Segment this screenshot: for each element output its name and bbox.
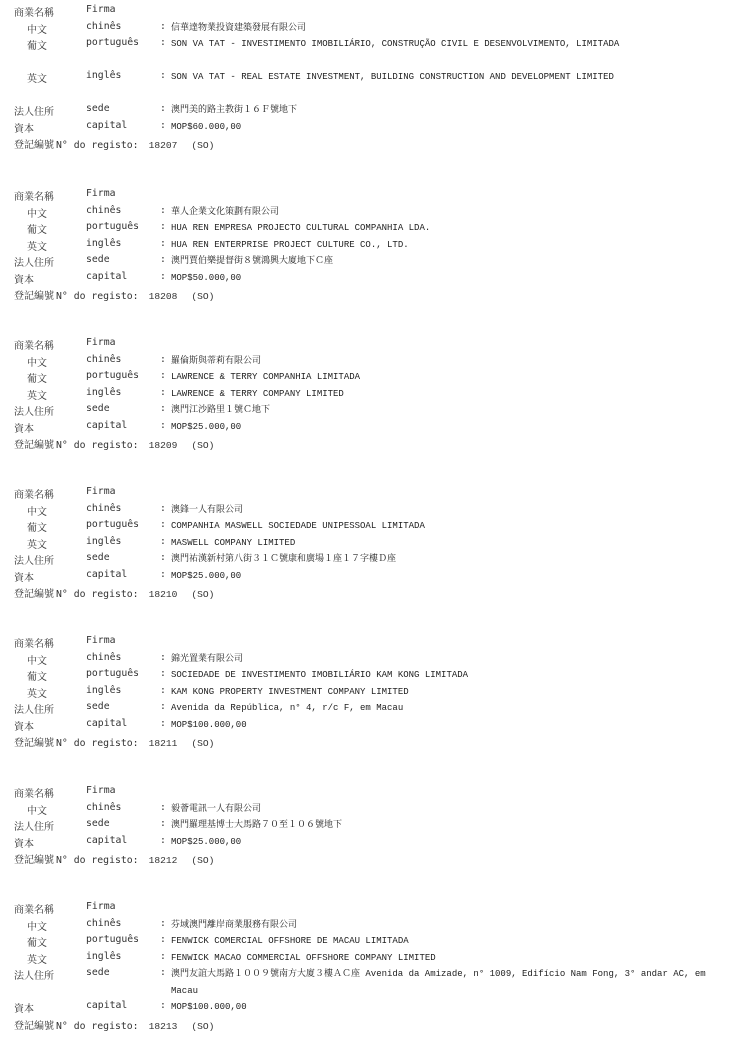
colon: : bbox=[160, 370, 166, 381]
sede-row bbox=[0, 253, 733, 270]
label-zh: 登記編號 bbox=[14, 855, 54, 866]
chinese-name-row bbox=[0, 20, 733, 37]
label-pt: português bbox=[86, 37, 140, 48]
label-pt: inglês bbox=[86, 535, 122, 547]
firma-row bbox=[0, 784, 733, 801]
label-zh: 登記編號 bbox=[14, 440, 54, 451]
sede-value: Avenida da República, n° 4, r/c F, em Macau bbox=[171, 703, 404, 713]
label-pt: capital bbox=[86, 270, 128, 282]
label-zh: 中文 bbox=[27, 655, 47, 667]
registo-line bbox=[14, 287, 214, 302]
label-pt: inglês bbox=[86, 70, 122, 81]
registo-number: 18211 bbox=[148, 738, 178, 749]
label-zh: 葡文 bbox=[27, 672, 47, 683]
label-zh: 中文 bbox=[27, 506, 47, 518]
sede-row bbox=[0, 551, 733, 568]
registo-type: (SO) bbox=[191, 440, 215, 451]
label-pt: Firma bbox=[86, 901, 116, 912]
capital-value: MOP$100.000,00 bbox=[171, 719, 247, 730]
registo-number: 18207 bbox=[148, 140, 178, 151]
registo-type: (SO) bbox=[191, 1020, 215, 1032]
label-pt: N° do registo: bbox=[56, 589, 139, 600]
label-pt: português bbox=[86, 934, 140, 945]
chinese-value: 毅薈電訊一人有限公司 bbox=[171, 803, 262, 814]
registo-row bbox=[0, 850, 733, 867]
label-pt: inglês bbox=[86, 237, 122, 249]
label-pt: Firma bbox=[86, 635, 116, 646]
portuguese-name-row bbox=[0, 220, 733, 237]
label-pt: sede bbox=[86, 552, 110, 563]
sede-value: 澳門祐漢新村第八街３１Ｃ號康和廣場１座１７字樓Ｄ座 bbox=[171, 554, 397, 564]
label-pt: inglês bbox=[86, 684, 122, 696]
portuguese-name-row bbox=[0, 933, 733, 950]
sede-value: 澳門賈伯樂提督街８號鴻興大廈地下Ｃ座 bbox=[171, 256, 334, 266]
capital-value: MOP$25.000,00 bbox=[171, 421, 242, 432]
english-name-row bbox=[0, 684, 733, 701]
english-name-row bbox=[0, 535, 733, 552]
colon: : bbox=[160, 20, 166, 32]
label-pt: capital bbox=[86, 1000, 128, 1011]
capital-value: MOP$50.000,00 bbox=[171, 272, 242, 283]
label-pt: sede bbox=[86, 254, 110, 265]
label-pt: capital bbox=[86, 119, 128, 131]
colon: : bbox=[160, 204, 166, 216]
capital-value: MOP$60.000,00 bbox=[171, 121, 242, 132]
label-zh: 登記編號 bbox=[14, 1020, 54, 1032]
label-zh: 英文 bbox=[27, 241, 47, 253]
portuguese-value: SON VA TAT - INVESTIMENTO IMOBILIÁRIO, CONSTRUÇÃO CIVIL E DESENVOLVIMENTO, LIMITADA bbox=[171, 39, 620, 49]
label-pt: chinês bbox=[86, 801, 122, 813]
registry-entry bbox=[0, 485, 733, 601]
chinese-name-row bbox=[0, 502, 733, 519]
firma-row bbox=[0, 3, 733, 20]
capital-row bbox=[0, 999, 733, 1016]
label-zh: 商業名稱 bbox=[14, 490, 54, 501]
label-zh: 英文 bbox=[27, 688, 47, 700]
colon: : bbox=[160, 568, 166, 580]
colon: : bbox=[160, 701, 166, 712]
registo-line bbox=[14, 851, 214, 866]
label-zh: 商業名稱 bbox=[14, 8, 54, 19]
colon: : bbox=[160, 1000, 166, 1011]
portuguese-value: FENWICK COMERCIAL OFFSHORE DE MACAU LIMITADA bbox=[171, 936, 409, 946]
sede-value: 澳門友誼大馬路１００９號南方大廈３樓ＡＣ座 Avenida da Amizade, n° 1009, Edifício Nam Fong, 3° andar AC, em Macau bbox=[171, 969, 706, 996]
capital-row bbox=[0, 270, 733, 287]
label-pt: inglês bbox=[86, 950, 122, 962]
label-pt: chinês bbox=[86, 353, 122, 365]
portuguese-name-row bbox=[0, 667, 733, 684]
chinese-name-row bbox=[0, 801, 733, 818]
english-value: MASWELL COMPANY LIMITED bbox=[171, 537, 296, 548]
label-zh: 中文 bbox=[27, 24, 47, 36]
registry-entry bbox=[0, 3, 733, 152]
label-zh: 英文 bbox=[27, 539, 47, 551]
chinese-value: 錦光置業有限公司 bbox=[171, 653, 244, 664]
registo-row bbox=[0, 1016, 733, 1033]
colon: : bbox=[160, 834, 166, 846]
label-pt: capital bbox=[86, 568, 128, 580]
registo-number: 18213 bbox=[148, 1020, 178, 1032]
portuguese-name-row bbox=[0, 518, 733, 535]
colon: : bbox=[160, 270, 166, 282]
colon: : bbox=[160, 70, 166, 81]
chinese-value: 華人企業文化策劃有限公司 bbox=[171, 206, 280, 217]
colon: : bbox=[160, 651, 166, 663]
label-zh: 葡文 bbox=[27, 938, 47, 949]
label-pt: português bbox=[86, 668, 140, 679]
colon: : bbox=[160, 535, 166, 547]
english-value: FENWICK MACAO COMMERCIAL OFFSHORE COMPANY LIMITED bbox=[171, 952, 436, 963]
label-zh: 法人住所 bbox=[14, 971, 54, 982]
label-pt: sede bbox=[86, 103, 110, 114]
chinese-value: 信華達物業投資建築發展有限公司 bbox=[171, 22, 307, 33]
registo-line bbox=[14, 436, 214, 451]
registry-entry bbox=[0, 187, 733, 303]
label-pt: Firma bbox=[86, 486, 116, 497]
label-pt: chinês bbox=[86, 204, 122, 216]
firma-row bbox=[0, 485, 733, 502]
label-pt: Firma bbox=[86, 337, 116, 348]
label-zh: 資本 bbox=[14, 274, 34, 286]
registo-type: (SO) bbox=[191, 291, 215, 302]
label-zh: 登記編號 bbox=[14, 589, 54, 600]
label-zh: 資本 bbox=[14, 721, 34, 733]
label-zh: 法人住所 bbox=[14, 705, 54, 716]
colon: : bbox=[160, 934, 166, 945]
sede-row bbox=[0, 966, 733, 999]
sede-value: 澳門美的路主教街１６Ｆ號地下 bbox=[171, 105, 298, 115]
label-zh: 英文 bbox=[27, 954, 47, 966]
label-zh: 商業名稱 bbox=[14, 639, 54, 650]
label-zh: 英文 bbox=[27, 74, 47, 85]
chinese-value: 澳鋒一人有限公司 bbox=[171, 504, 244, 515]
label-zh: 葡文 bbox=[27, 523, 47, 534]
chinese-name-row bbox=[0, 651, 733, 668]
chinese-name-row bbox=[0, 917, 733, 934]
label-zh: 葡文 bbox=[27, 225, 47, 236]
label-pt: N° do registo: bbox=[56, 291, 139, 302]
capital-row bbox=[0, 419, 733, 436]
label-zh: 中文 bbox=[27, 805, 47, 817]
colon: : bbox=[160, 237, 166, 249]
colon: : bbox=[160, 717, 166, 729]
colon: : bbox=[160, 668, 166, 679]
colon: : bbox=[160, 386, 166, 398]
registo-number: 18212 bbox=[148, 855, 178, 866]
registo-line bbox=[14, 136, 214, 151]
portuguese-value: HUA REN EMPRESA PROJECTO CULTURAL COMPANHIA LDA. bbox=[171, 223, 431, 233]
label-pt: Firma bbox=[86, 188, 116, 199]
label-zh: 登記編號 bbox=[14, 738, 54, 749]
colon: : bbox=[160, 254, 166, 265]
english-value: KAM KONG PROPERTY INVESTMENT COMPANY LIMITED bbox=[171, 686, 409, 697]
label-pt: sede bbox=[86, 701, 110, 712]
registry-entry bbox=[0, 784, 733, 867]
english-name-row bbox=[0, 69, 733, 102]
label-pt: sede bbox=[86, 967, 110, 978]
registo-type: (SO) bbox=[191, 855, 215, 866]
label-pt: Firma bbox=[86, 4, 116, 15]
colon: : bbox=[160, 818, 166, 829]
label-pt: inglês bbox=[86, 386, 122, 398]
label-zh: 法人住所 bbox=[14, 258, 54, 269]
label-zh: 登記編號 bbox=[14, 291, 54, 302]
registry-entry bbox=[0, 336, 733, 452]
registry-entry bbox=[0, 900, 733, 1032]
label-zh: 資本 bbox=[14, 572, 34, 584]
firma-row bbox=[0, 336, 733, 353]
colon: : bbox=[160, 519, 166, 530]
colon: : bbox=[160, 801, 166, 813]
capital-value: MOP$25.000,00 bbox=[171, 836, 242, 847]
registo-line bbox=[14, 1017, 214, 1032]
capital-row bbox=[0, 568, 733, 585]
registo-type: (SO) bbox=[191, 738, 215, 749]
label-pt: capital bbox=[86, 419, 128, 431]
label-zh: 中文 bbox=[27, 357, 47, 369]
label-pt: sede bbox=[86, 818, 110, 829]
english-value: LAWRENCE & TERRY COMPANY LIMITED bbox=[171, 388, 344, 399]
registo-type: (SO) bbox=[191, 140, 215, 151]
english-name-row bbox=[0, 386, 733, 403]
capital-value: MOP$100.000,00 bbox=[171, 1002, 247, 1012]
sede-value: 澳門羅理基博士大馬路７０至１０６號地下 bbox=[171, 820, 343, 830]
sede-row bbox=[0, 102, 733, 119]
colon: : bbox=[160, 353, 166, 365]
english-name-row bbox=[0, 237, 733, 254]
sede-value: 澳門江沙路里１號Ｃ地下 bbox=[171, 405, 271, 415]
english-value: HUA REN ENTERPRISE PROJECT CULTURE CO., LTD. bbox=[171, 239, 409, 250]
colon: : bbox=[160, 419, 166, 431]
colon: : bbox=[160, 552, 166, 563]
firma-row bbox=[0, 900, 733, 917]
colon: : bbox=[160, 37, 166, 48]
label-pt: português bbox=[86, 519, 140, 530]
colon: : bbox=[160, 103, 166, 114]
label-zh: 資本 bbox=[14, 1004, 34, 1015]
label-zh: 中文 bbox=[27, 208, 47, 220]
label-zh: 資本 bbox=[14, 123, 34, 135]
label-zh: 資本 bbox=[14, 838, 34, 850]
registo-type: (SO) bbox=[191, 589, 215, 600]
label-pt: capital bbox=[86, 717, 128, 729]
label-zh: 法人住所 bbox=[14, 822, 54, 833]
label-zh: 資本 bbox=[14, 423, 34, 435]
firma-row bbox=[0, 187, 733, 204]
label-zh: 商業名稱 bbox=[14, 789, 54, 800]
label-zh: 英文 bbox=[27, 390, 47, 402]
label-zh: 法人住所 bbox=[14, 407, 54, 418]
label-zh: 法人住所 bbox=[14, 556, 54, 567]
label-pt: Firma bbox=[86, 785, 116, 796]
sede-row bbox=[0, 402, 733, 419]
registo-row bbox=[0, 733, 733, 750]
chinese-value: 芬域澳門離岸商業服務有限公司 bbox=[171, 919, 298, 930]
portuguese-name-row bbox=[0, 369, 733, 386]
sede-row bbox=[0, 700, 733, 717]
label-zh: 中文 bbox=[27, 921, 47, 933]
registo-row bbox=[0, 135, 733, 152]
portuguese-value: SOCIEDADE DE INVESTIMENTO IMOBILIÁRIO KAM KONG LIMITADA bbox=[171, 670, 469, 680]
capital-row bbox=[0, 119, 733, 136]
registo-line bbox=[14, 585, 214, 600]
registo-row bbox=[0, 584, 733, 601]
english-name-row bbox=[0, 950, 733, 967]
capital-row bbox=[0, 834, 733, 851]
colon: : bbox=[160, 221, 166, 232]
chinese-name-row bbox=[0, 353, 733, 370]
label-zh: 商業名稱 bbox=[14, 192, 54, 203]
label-pt: português bbox=[86, 221, 140, 232]
label-zh: 商業名稱 bbox=[14, 905, 54, 916]
label-pt: N° do registo: bbox=[56, 738, 139, 749]
label-zh: 法人住所 bbox=[14, 107, 54, 118]
colon: : bbox=[160, 967, 166, 978]
portuguese-name-row bbox=[0, 36, 733, 69]
label-pt: chinês bbox=[86, 917, 122, 929]
colon: : bbox=[160, 950, 166, 962]
colon: : bbox=[160, 119, 166, 131]
label-pt: chinês bbox=[86, 20, 122, 32]
label-zh: 商業名稱 bbox=[14, 341, 54, 352]
chinese-name-row bbox=[0, 204, 733, 221]
label-zh: 登記編號 bbox=[14, 140, 54, 151]
capital-value: MOP$25.000,00 bbox=[171, 570, 242, 581]
portuguese-value: LAWRENCE & TERRY COMPANHIA LIMITADA bbox=[171, 372, 361, 382]
capital-row bbox=[0, 717, 733, 734]
colon: : bbox=[160, 684, 166, 696]
colon: : bbox=[160, 502, 166, 514]
registo-number: 18209 bbox=[148, 440, 178, 451]
chinese-value: 羅倫斯與蒂莉有限公司 bbox=[171, 355, 262, 366]
label-pt: N° do registo: bbox=[56, 440, 139, 451]
registo-line bbox=[14, 734, 214, 749]
registo-row bbox=[0, 286, 733, 303]
sede-row bbox=[0, 817, 733, 834]
label-pt: N° do registo: bbox=[56, 855, 139, 866]
label-pt: N° do registo: bbox=[56, 140, 139, 151]
label-pt: sede bbox=[86, 403, 110, 414]
label-pt: chinês bbox=[86, 651, 122, 663]
registry-entry bbox=[0, 634, 733, 750]
english-value: SON VA TAT - REAL ESTATE INVESTMENT, BUILDING CONSTRUCTION AND DEVELOPMENT LIMITED bbox=[171, 72, 614, 82]
label-zh: 葡文 bbox=[27, 41, 47, 52]
label-pt: capital bbox=[86, 834, 128, 846]
registo-number: 18210 bbox=[148, 589, 178, 600]
label-pt: N° do registo: bbox=[56, 1020, 139, 1032]
label-pt: chinês bbox=[86, 502, 122, 514]
colon: : bbox=[160, 403, 166, 414]
registo-number: 18208 bbox=[148, 291, 178, 302]
firma-row bbox=[0, 634, 733, 651]
label-pt: português bbox=[86, 370, 140, 381]
colon: : bbox=[160, 917, 166, 929]
registo-row bbox=[0, 435, 733, 452]
label-zh: 葡文 bbox=[27, 374, 47, 385]
portuguese-value: COMPANHIA MASWELL SOCIEDADE UNIPESSOAL LIMITADA bbox=[171, 521, 425, 531]
